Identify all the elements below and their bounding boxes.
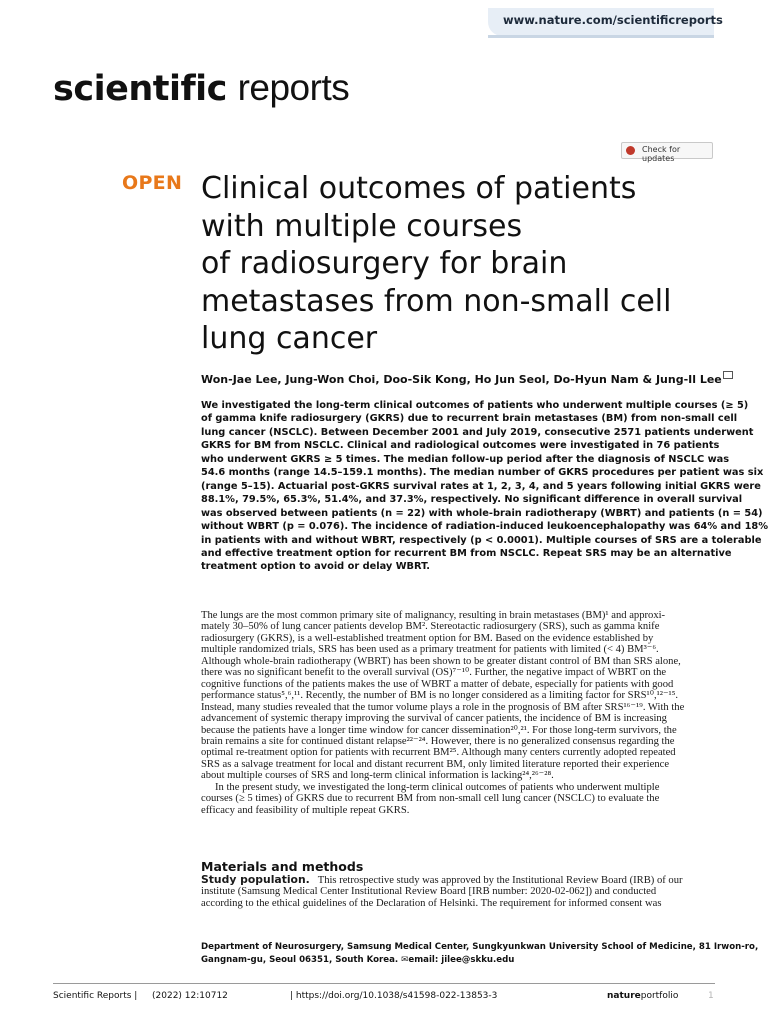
affiliation-line: Gangnam-gu, Seoul 06351, South Korea. ✉email: jilee@skku.edu	[201, 955, 515, 965]
intro-line: radiosurgery (GKRS), is a well-established treatment option for BM. Based on the evidence established by	[201, 632, 654, 644]
present-study-line: efficacy and feasibility of multiple repeat GKRS.	[201, 804, 410, 816]
logo-light-word: reports	[237, 67, 350, 108]
journal-url-link[interactable]: www.nature.com/scientificreports	[503, 13, 723, 27]
publisher-logo	[607, 991, 678, 1001]
abstract-line: lung cancer (NSCLC). Between December 2001 and July 2019, consecutive 2571 patients underwent	[201, 426, 754, 438]
intro-line: because the patients have a longer time window for cancer dissemination²⁰,²¹. For those long-term survivors, the	[201, 724, 677, 736]
url-bar-rule	[488, 35, 714, 38]
intro-line: The lungs are the most common primary site of malignancy, resulting in brain metastases (BM)¹ and approxi-	[201, 610, 666, 621]
study-population-line: This retrospective study was approved by the Institutional Review Board (IRB) of our	[317, 875, 683, 886]
check-for-updates-button[interactable]	[621, 142, 713, 163]
intro-line: Instead, many studies revealed that the tumor volume plays a role in the prognosis of BM after SRS¹⁶⁻¹⁹. With the	[201, 701, 685, 713]
intro-line: mately 30–50% of lung cancer patients develop BM². Stereotactic radiosurgery (SRS), such as gamma knife	[201, 621, 660, 633]
envelope-icon[interactable]	[723, 371, 733, 379]
intro-line: there was no significant benefit to the overall survival (OS)⁷⁻¹⁰. Further, the negative impact of WBRT on the	[201, 667, 667, 679]
intro-line: optimal re-treatment option for patients with recurrent BM²⁵. Although many centers currently adopted repeated	[201, 747, 676, 759]
intro-line: Although whole-brain radiotherapy (WBRT) has been shown to be greater distant control of BM than SRS alone,	[201, 655, 681, 667]
intro-line: performance status⁵,⁶,¹¹. Recently, the number of BM is no longer considered as a limiting factor for SRS¹⁰,¹²⁻¹⁵.	[201, 690, 679, 702]
abstract-line: treatment option to avoid or delay WBRT.	[201, 561, 430, 573]
article-title	[201, 170, 721, 358]
title-line: metastases from non-small cell	[201, 283, 672, 319]
footer-rule	[53, 983, 715, 984]
study-population-line: institute (Samsung Medical Center Institutional Review Board [IRB number: 2020-02-062]) and conducted	[201, 886, 657, 898]
logo-bold-word: scientific	[53, 69, 227, 109]
abstract-line: in patients with and without WBRT, respectively (p < 0.0001). Multiple courses of SRS are a tolerable	[201, 534, 762, 546]
affiliation	[201, 941, 759, 967]
publisher-light: portfolio	[640, 991, 679, 1001]
present-study-line: courses (≥ 5 times) of GKRS due to recurrent BM from non-small cell lung cancer (NSCLC) to evaluate the	[201, 793, 660, 805]
title-line: Clinical outcomes of patients	[201, 171, 637, 206]
footer-journal: Scientific Reports |	[53, 991, 138, 1001]
intro-line: brain remains a site for continued distant relapse²²⁻²⁴. However, there is no generalized consensus regarding the	[201, 735, 675, 747]
abstract-line: We investigated the long-term clinical outcomes of patients who underwent multiple courses (≥ 5)	[201, 400, 749, 411]
open-access-label: OPEN	[122, 172, 183, 194]
journal-logo	[53, 67, 349, 109]
abstract-line: without WBRT (p = 0.076). The incidence of radiation-induced leukoencephalopathy was 64% and 18%	[201, 521, 768, 533]
abstract-line: of gamma knife radiosurgery (GKRS) due to recurrent brain metastases (BM) from non-small cell	[201, 413, 738, 425]
intro-line: multiple randomized trials, SRS has been used as a primary treatment for patients with limited (< 4) BM³⁻⁶.	[201, 644, 659, 656]
intro-line: SRS as a salvage treatment for local and distant recurrent BM, only limited literature reported their experience	[201, 758, 670, 770]
introduction	[201, 610, 715, 816]
abstract-line: GKRS for BM from NSCLC. Clinical and radiological outcomes were investigated in 76 patients	[201, 440, 720, 452]
affiliation-line: Department of Neurosurgery, Samsung Medical Center, Sungkyunkwan University School of Medicine, 81 Irwon-ro,	[201, 942, 759, 952]
title-line: lung cancer	[201, 321, 378, 356]
study-population-label: Study population.	[201, 873, 310, 886]
abstract-line: who underwent GKRS ≥ 5 times. The median follow-up period after the diagnosis of NSCLC was	[201, 453, 730, 465]
title-line: with multiple courses	[201, 208, 523, 244]
abstract-line: 54.6 months (range 14.5–159.1 months). The median number of GKRS procedures per patient was six	[201, 467, 764, 479]
publisher-bold: nature	[607, 991, 641, 1001]
footer-volume: (2022) 12:10712	[152, 991, 228, 1001]
present-study-line: In the present study, we investigated the long-term clinical outcomes of patients who underwent multiple	[215, 781, 660, 793]
authors-text: Won-Jae Lee, Jung-Won Choi, Doo-Sik Kong, Ho Jun Seol, Do-Hyun Nam & Jung-Il Lee	[201, 373, 722, 386]
methods-heading: Materials and methods	[201, 859, 364, 874]
footer-doi-link[interactable]: | https://doi.org/10.1038/s41598-022-13853-3	[290, 991, 498, 1001]
abstract-line: was observed between patients (n = 22) with whole-brain radiotherapy (WBRT) and patients (n = 54)	[201, 507, 763, 519]
study-population-line: according to the ethical guidelines of the Declaration of Helsinki. The requirement for informed consent was	[201, 897, 662, 909]
page-number: 1	[708, 991, 714, 1001]
abstract-line: (range 5–15). Actuarial post-GKRS survival rates at 1, 2, 3, 4, and 5 years following initial GKRS were	[201, 480, 761, 492]
abstract-line: and effective treatment option for recurrent BM from NSCLC. Repeat SRS may be an alternative	[201, 547, 732, 559]
title-line: of radiosurgery for brain	[201, 246, 568, 281]
author-list	[201, 371, 733, 386]
study-population-section	[201, 874, 715, 909]
abstract-line: 88.1%, 79.5%, 65.3%, 51.4%, and 37.3%, respectively. No significant difference in overall survival	[201, 494, 743, 506]
intro-line: about multiple courses of SRS and long-term clinical information is lacking²⁴,²⁶⁻²⁸.	[201, 770, 554, 782]
check-for-updates-label: Check for updates	[642, 145, 681, 163]
intro-line: advancement of systemic therapy improving the survival of cancer patients, the incidence of BM is increasing	[201, 713, 667, 725]
intro-line: cognitive functions of the patients makes the use of WBRT a matter of debate, especially for patients with good	[201, 678, 674, 690]
abstract	[201, 399, 768, 574]
crossmark-icon	[626, 146, 635, 155]
